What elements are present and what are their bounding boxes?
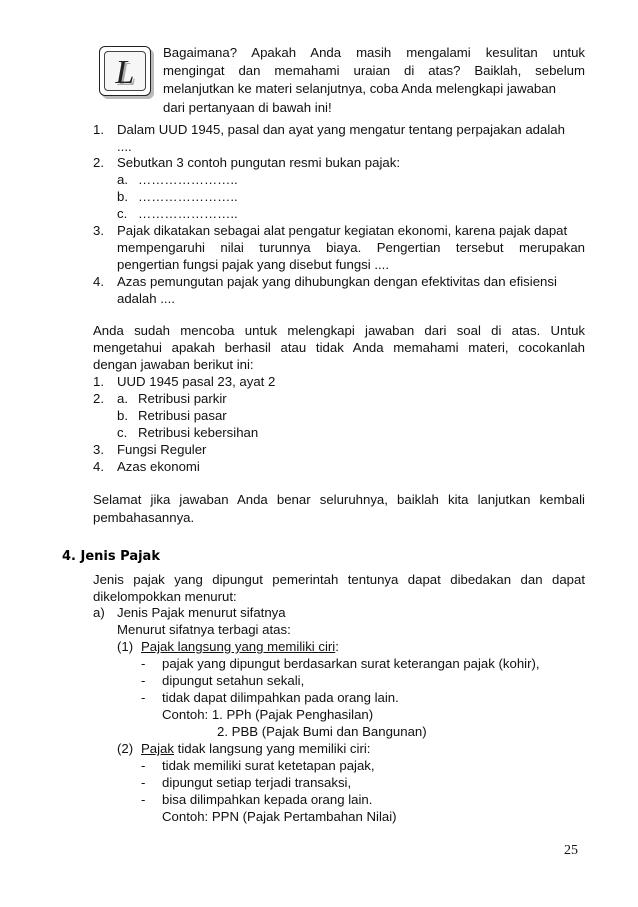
section-heading: 4. Jenis Pajak (62, 549, 160, 564)
intro-line-4: dari pertanyaan di bawah ini! (163, 100, 332, 115)
q3-text-cont-2: pengertian fungsi pajak yang disebut fungsi .... (117, 257, 389, 272)
direct-tax-bullet-2: dipungut setahun sekali, (162, 673, 305, 688)
indirect-tax-bullet-3: bisa dilimpahkan kepada orang lain. (162, 792, 373, 807)
q3-text-cont: mempengaruhi nilai turunnya biaya. Pengertian tersebut merupakan (117, 240, 585, 255)
answers-intro-line-3: dengan jawaban berikut ini: (93, 357, 254, 372)
indirect-tax-bullet-2-dash: - (141, 775, 146, 790)
q4-text: Azas pemungutan pajak yang dihubungkan dengan efektivitas dan efisiensi (117, 274, 557, 289)
q3-number: 3. (93, 223, 104, 238)
direct-tax-example-1: Contoh: 1. PPh (Pajak Penghasilan) (162, 707, 374, 722)
q2a-letter: a. (117, 172, 128, 187)
a4-number: 4. (93, 459, 104, 474)
indirect-tax-title (141, 741, 370, 757)
indirect-tax-example: Contoh: PPN (Pajak Pertambahan Nilai) (162, 809, 397, 824)
q2c-letter: c. (117, 206, 128, 221)
a2b-letter: b. (117, 408, 128, 423)
subsection-a-intro: Menurut sifatnya terbagi atas: (117, 622, 291, 637)
q2-number: 2. (93, 155, 104, 170)
q4-number: 4. (93, 274, 104, 289)
q2a-blank: ………………….. (138, 172, 238, 187)
direct-tax-bullet-3-dash: - (141, 690, 146, 705)
a2c-text: Retribusi kebersihan (138, 425, 259, 440)
direct-tax-bullet-1: pajak yang dipungut berdasarkan surat keterangan pajak (kohir), (162, 656, 540, 671)
q1-text-cont: .... (117, 139, 132, 154)
subsection-a-title: Jenis Pajak menurut sifatnya (117, 605, 286, 620)
direct-tax-bullet-2-dash: - (141, 673, 146, 688)
a2a-text: Retribusi parkir (138, 391, 227, 406)
a2a-letter: a. (117, 391, 128, 406)
a3-number: 3. (93, 442, 104, 457)
indirect-tax-bullet-2: dipungut setiap terjadi transaksi, (162, 775, 352, 790)
direct-tax-number: (1) (117, 639, 134, 654)
direct-tax-colon: : (335, 639, 339, 654)
a2b-text: Retribusi pasar (138, 408, 227, 423)
q4-text-cont: adalah .... (117, 291, 175, 306)
intro-line-3: melanjutkan ke materi selanjutnya, coba Anda melengkapi jawaban (163, 81, 556, 96)
q2-text: Sebutkan 3 contoh pungutan resmi bukan pajak: (117, 155, 400, 170)
indirect-tax-bullet-3-dash: - (141, 792, 146, 807)
a3-text: Fungsi Reguler (117, 442, 207, 457)
section-para-line-2: dikelompokkan menurut: (93, 589, 237, 604)
answers-intro-line-1: Anda sudah mencoba untuk melengkapi jawaban dari soal di atas. Untuk (93, 323, 585, 338)
q2b-letter: b. (117, 189, 128, 204)
subsection-a-label: a) (93, 605, 105, 620)
direct-tax-bullet-3: tidak dapat dilimpahkan pada orang lain. (162, 690, 399, 705)
section-para-line-1: Jenis pajak yang dipungut pemerintah tentunya dapat dibedakan dan dapat (93, 572, 585, 587)
a2c-letter: c. (117, 425, 128, 440)
icon-glyph: L (115, 54, 135, 91)
closing-line-1: Selamat jika jawaban Anda benar seluruhnya, baiklah kita lanjutkan kembali (93, 492, 585, 507)
direct-tax-title-underlined: Pajak langsung yang memiliki ciri (141, 639, 336, 654)
q2b-blank: ………………….. (138, 189, 238, 204)
direct-tax-bullet-1-dash: - (141, 656, 146, 671)
indirect-tax-bullet-1: tidak memiliki surat ketetapan pajak, (162, 758, 375, 773)
page-number: 25 (564, 843, 578, 858)
closing-line-2: pembahasannya. (93, 510, 195, 525)
direct-tax-title (141, 639, 339, 655)
answers-intro-line-2: mengetahui apakah berhasil atau tidak Anda memahami materi, cocokanlah (93, 340, 585, 355)
letter-l-icon (99, 46, 151, 96)
indirect-tax-bullet-1-dash: - (141, 758, 146, 773)
indirect-tax-title-underlined: Pajak (141, 741, 174, 756)
a1-text: UUD 1945 pasal 23, ayat 2 (117, 374, 276, 389)
indirect-tax-title-rest: tidak langsung yang memiliki ciri: (174, 741, 371, 756)
q2c-blank: ………………….. (138, 206, 238, 221)
q1-number: 1. (93, 122, 104, 137)
a1-number: 1. (93, 374, 104, 389)
intro-line-1: Bagaimana? Apakah Anda masih mengalami kesulitan untuk (163, 45, 585, 60)
a4-text: Azas ekonomi (117, 459, 200, 474)
direct-tax-example-2: 2. PBB (Pajak Bumi dan Bangunan) (217, 724, 427, 739)
q3-text: Pajak dikatakan sebagai alat pengatur kegiatan ekonomi, karena pajak dapat (117, 223, 568, 238)
intro-line-2: mengingat dan memahami uraian di atas? Baiklah, sebelum (163, 63, 585, 78)
indirect-tax-number: (2) (117, 741, 134, 756)
q1-text: Dalam UUD 1945, pasal dan ayat yang mengatur tentang perpajakan adalah (117, 122, 565, 137)
a2-number: 2. (93, 391, 104, 406)
